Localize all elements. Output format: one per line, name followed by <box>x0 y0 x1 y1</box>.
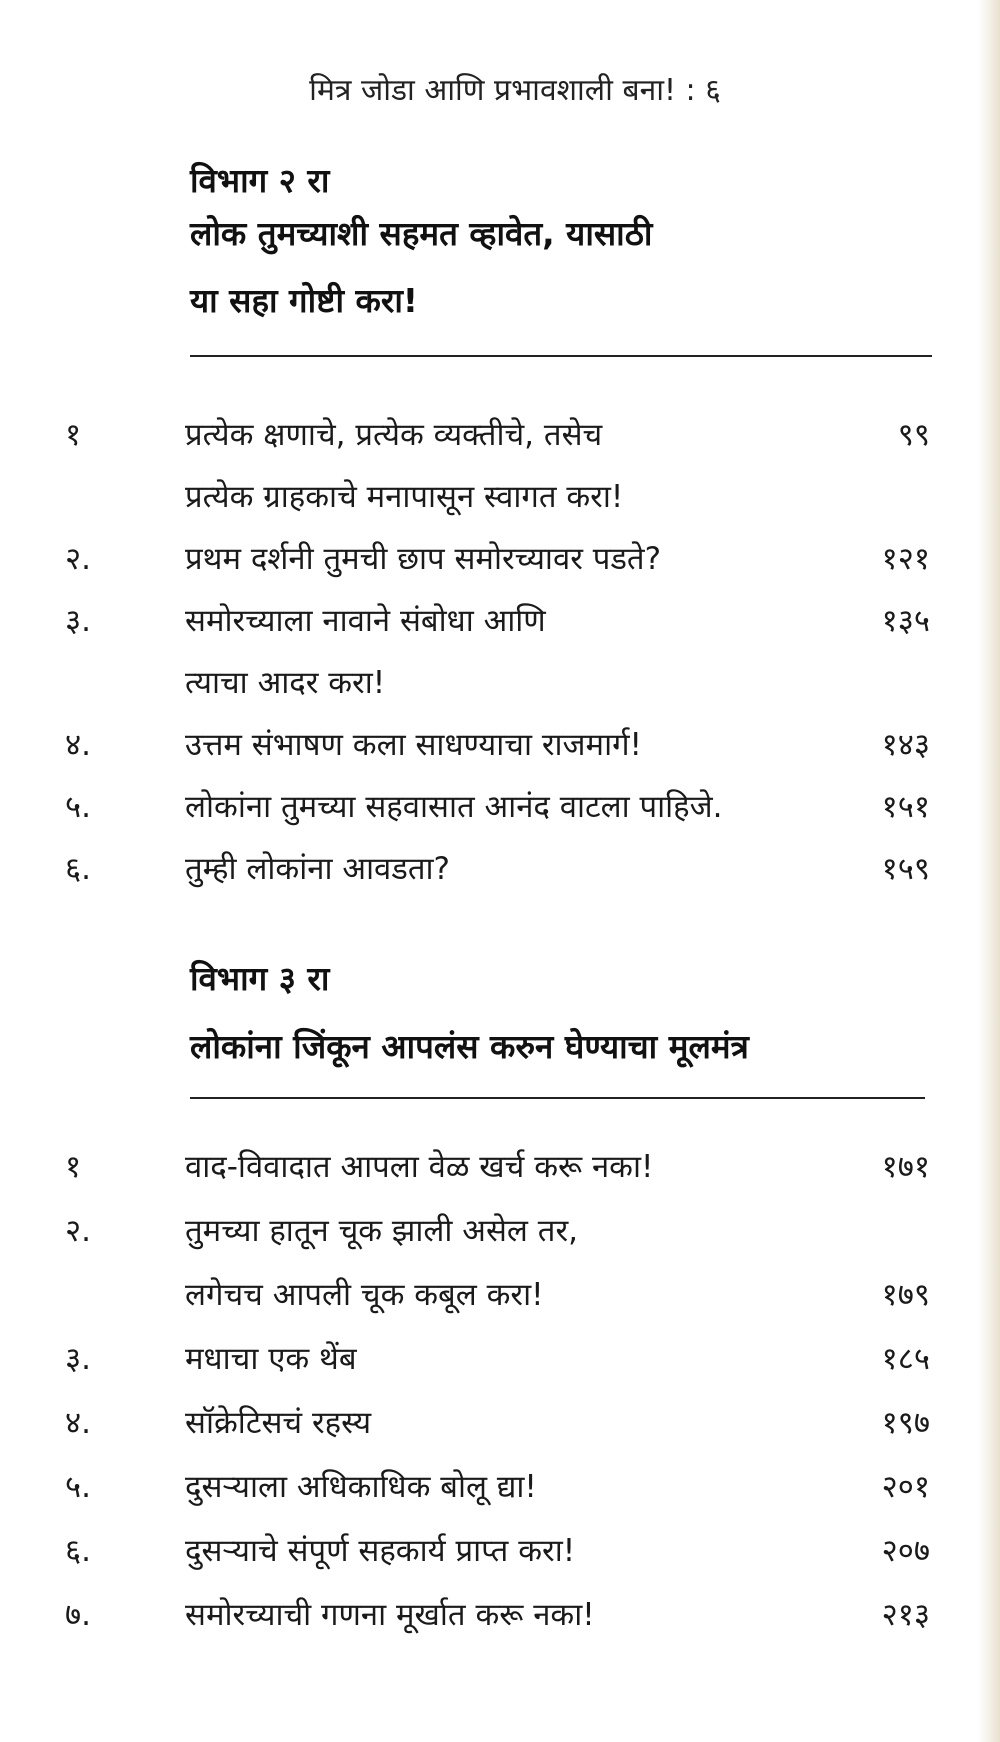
toc-entry-title-line: लोकांना तुमच्या सहवासात आनंद वाटला पाहिजे. <box>185 789 723 825</box>
toc-entry-number: ६. <box>65 1533 91 1569</box>
section-title-line: लोक तुमच्याशी सहमत व्हावेत, यासाठी <box>190 214 653 253</box>
toc-entry-number: १ <box>65 1149 82 1185</box>
toc-entry-title-line: मधाचा एक थेंब <box>185 1341 357 1377</box>
toc-entry-title <box>185 838 875 900</box>
toc-entry-page-number: १९७ <box>881 1405 930 1441</box>
toc-entry-number: २. <box>65 1213 91 1249</box>
toc-entry-number: ५. <box>65 789 91 825</box>
toc-entry-title <box>185 1391 875 1455</box>
toc-entry-title-line: उत्तम संभाषण कला साधण्याचा राजमार्ग! <box>185 727 642 763</box>
toc-entry-title <box>185 1519 875 1583</box>
toc-entry-title <box>185 1135 875 1199</box>
toc-entry-title <box>185 776 875 838</box>
toc-entry-title <box>185 1455 875 1519</box>
toc-entry-title-line: दुसऱ्याचे संपूर्ण सहकार्य प्राप्त करा! <box>185 1533 576 1569</box>
section-title-line: लोकांना जिंकून आपलंस करुन घेण्याचा मूलमंत्र <box>190 1027 749 1066</box>
toc-entry-title <box>185 590 875 714</box>
toc-entry-page-number: २०७ <box>881 1533 930 1569</box>
toc-entry-number: ४. <box>65 727 91 763</box>
toc-entry-title <box>185 528 875 590</box>
toc-entry-title-line: प्रत्येक क्षणाचे, प्रत्येक व्यक्तीचे, तसेच <box>185 417 603 453</box>
section-title <box>190 200 930 334</box>
toc-entry-title-line: प्रत्येक ग्राहकाचे मनापासून स्वागत करा! <box>185 479 624 515</box>
toc-entry-number: ४. <box>65 1405 91 1441</box>
section-divider <box>190 1097 925 1099</box>
toc-entry-title-line: लगेचच आपली चूक कबूल करा! <box>185 1277 544 1313</box>
section-divider <box>190 355 932 357</box>
toc-entry-page-number: १४३ <box>881 727 930 763</box>
toc-entry-page-number: १२१ <box>881 541 930 577</box>
toc-entry-title-line: समोरच्याची गणना मूर्खात करू नका! <box>185 1597 595 1633</box>
toc-entry-page-number: २१३ <box>881 1597 930 1633</box>
toc-entry-title <box>185 1327 875 1391</box>
toc-entry-page-number: १५१ <box>881 789 930 825</box>
toc-entry-page-number: १७९ <box>881 1277 930 1313</box>
toc-entry-title <box>185 1199 875 1327</box>
section-label: विभाग २ रा <box>190 161 330 200</box>
toc-entry-page-number: ९९ <box>897 417 930 453</box>
toc-entry-number: ७. <box>65 1597 91 1633</box>
section-title <box>190 1013 930 1080</box>
toc-entry-page-number: १७१ <box>881 1149 930 1185</box>
toc-entry-title-line: दुसऱ्याला अधिकाधिक बोलू द्या! <box>185 1469 537 1505</box>
toc-entry-title-line: समोरच्याला नावाने संबोधा आणि <box>185 603 546 639</box>
section-label: विभाग ३ रा <box>190 959 330 998</box>
toc-entry-page-number: १८५ <box>881 1341 930 1377</box>
toc-entry-title-line: त्याचा आदर करा! <box>185 665 386 701</box>
toc-entry-number: १ <box>65 417 82 453</box>
toc-entry-number: ३. <box>65 603 91 639</box>
toc-entry-title <box>185 714 875 776</box>
toc-entry-number: ५. <box>65 1469 91 1505</box>
running-head: मित्र जोडा आणि प्रभावशाली बना! : ६ <box>309 73 721 108</box>
toc-entry-title-line: प्रथम दर्शनी तुमची छाप समोरच्यावर पडते? <box>185 541 662 577</box>
toc-entry-page-number: १३५ <box>881 603 930 639</box>
toc-entry-number: ३. <box>65 1341 91 1377</box>
toc-entry-page-number: २०१ <box>881 1469 930 1505</box>
section-title-line: या सहा गोष्टी करा! <box>190 281 418 320</box>
page-edge-shadow <box>978 0 1000 1742</box>
toc-entry-number: ६. <box>65 851 91 887</box>
toc-entry-title-line: तुम्ही लोकांना आवडता? <box>185 851 451 887</box>
toc-entry-title-line: सॉक्रेटिसचं रहस्य <box>185 1405 372 1441</box>
toc-entry-title-line: तुमच्या हातून चूक झाली असेल तर, <box>185 1213 578 1249</box>
toc-entry-page-number: १५९ <box>881 851 930 887</box>
toc-entry-title <box>185 1583 875 1647</box>
toc-entry-title-line: वाद-विवादात आपला वेळ खर्च करू नका! <box>185 1149 654 1185</box>
toc-entry-number: २. <box>65 541 91 577</box>
toc-entry-title <box>185 404 875 528</box>
